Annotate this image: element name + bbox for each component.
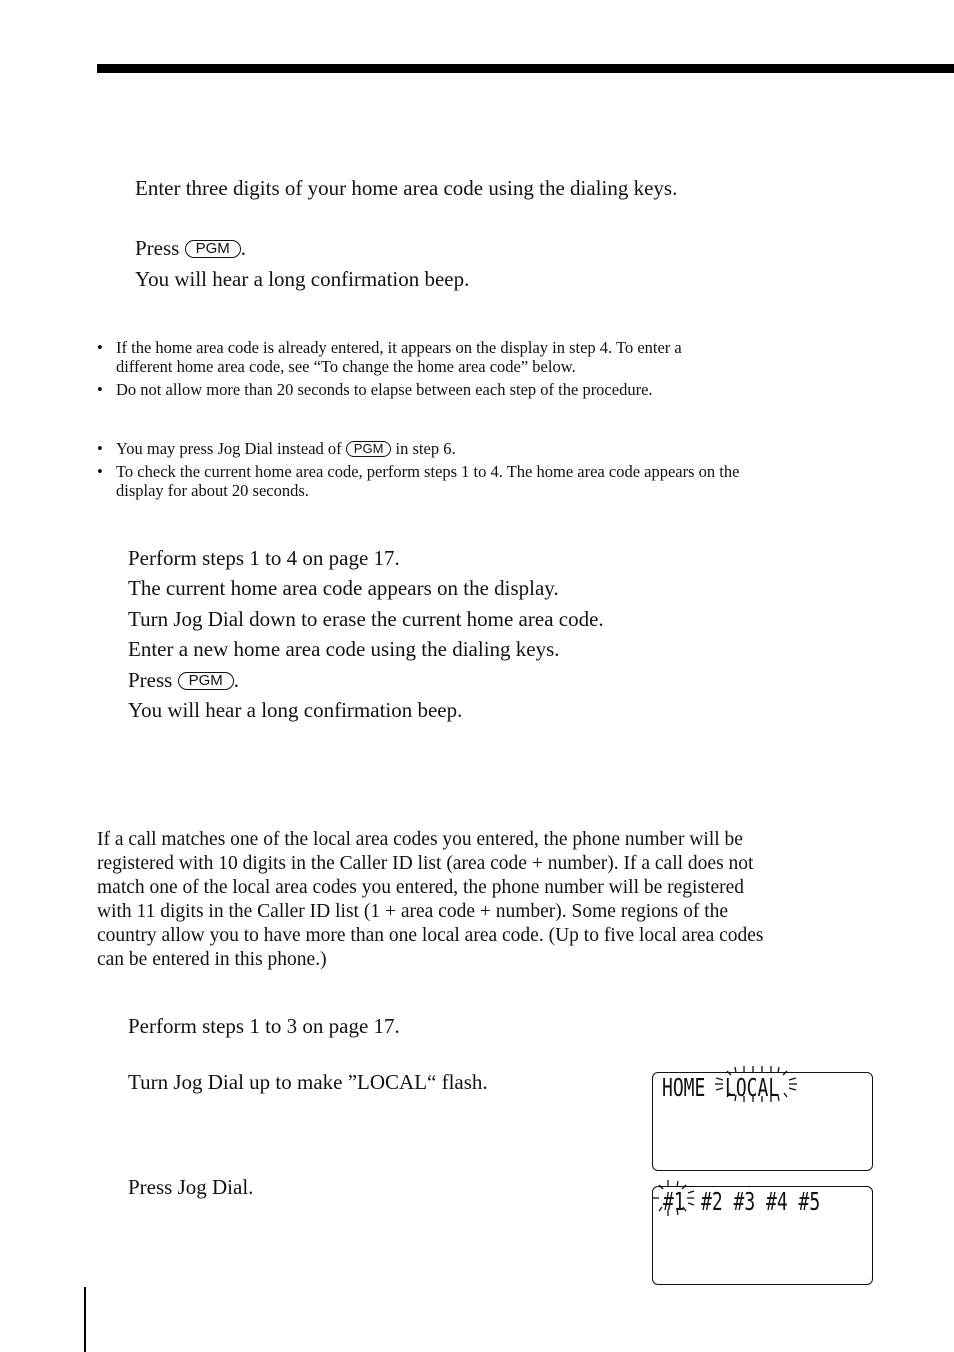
local-step-3: Press Jog Dial. — [128, 1175, 254, 1199]
change-step-1: Perform steps 1 to 4 on page 17. — [128, 546, 400, 570]
note-line: different home area code, see “To change the home area code” below. — [116, 357, 576, 376]
step-confirmation-beep: You will hear a long confirmation beep. — [135, 267, 470, 291]
paragraph-line: can be entered in this phone.) — [97, 949, 327, 970]
press-end: . — [240, 236, 247, 260]
change-step-beep: You will hear a long confirmation beep. — [128, 698, 463, 722]
tip-line: display for about 20 seconds. — [116, 481, 309, 500]
lcd-display-home-local — [652, 1072, 873, 1171]
flash-rays-icon — [713, 1065, 803, 1109]
change-step-2: The current home area code appears on the display. — [128, 576, 559, 600]
paragraph-line: If a call matches one of the local area codes you entered, the phone number will be — [97, 829, 743, 850]
step-enter-digits: Enter three digits of your home area code using the dialing keys. — [135, 176, 678, 200]
press-label: Press — [128, 668, 173, 692]
lcd-slot-1-text: #1 — [663, 1187, 685, 1216]
local-area-code-paragraph — [97, 828, 887, 972]
lcd-home-text: HOME — [662, 1073, 706, 1102]
top-rule — [97, 64, 954, 73]
change-step-4: Enter a new home area code using the dialing keys. — [128, 637, 560, 661]
press-label: Press — [135, 236, 180, 260]
change-step-3: Turn Jog Dial down to erase the current home area code. — [128, 607, 604, 631]
lcd-local-text: LOCAL — [725, 1073, 780, 1102]
flash-rays-icon — [651, 1179, 701, 1223]
pgm-key: PGM — [346, 441, 392, 457]
paragraph-line: registered with 10 digits in the Caller ID list (area code + number). If a call does not — [97, 853, 754, 874]
pgm-key: PGM — [178, 672, 234, 690]
local-step-1: Perform steps 1 to 3 on page 17. — [128, 1014, 400, 1038]
local-step-2: Turn Jog Dial up to make ”LOCAL“ flash. — [128, 1070, 488, 1094]
tip-line: To check the current home area code, perform steps 1 to 4. The home area code appears on the — [116, 462, 740, 481]
press-end: . — [233, 668, 240, 692]
note-line: Do not allow more than 20 seconds to elapse between each step of the procedure. — [116, 380, 653, 399]
paragraph-line: match one of the local area codes you entered, the phone number will be registered — [97, 877, 745, 898]
lcd-slots-text: #2 #3 #4 #5 — [701, 1187, 821, 1216]
tip-text: You may press Jog Dial instead of — [116, 439, 342, 458]
lcd-display-slots — [652, 1186, 873, 1285]
step-press-pgm — [135, 236, 246, 260]
note-line: If the home area code is already entered, it appears on the display in step 4. To enter a — [116, 338, 682, 357]
paragraph-line: with 11 digits in the Caller ID list (1 + area code + number). Some regions of the — [97, 901, 729, 922]
page-edge-rule — [84, 1287, 86, 1352]
change-step-press — [128, 668, 239, 692]
pgm-key: PGM — [185, 240, 241, 258]
tip-text: in step 6. — [395, 439, 456, 458]
paragraph-line: country allow you to have more than one local area code. (Up to five local area codes — [97, 925, 764, 946]
